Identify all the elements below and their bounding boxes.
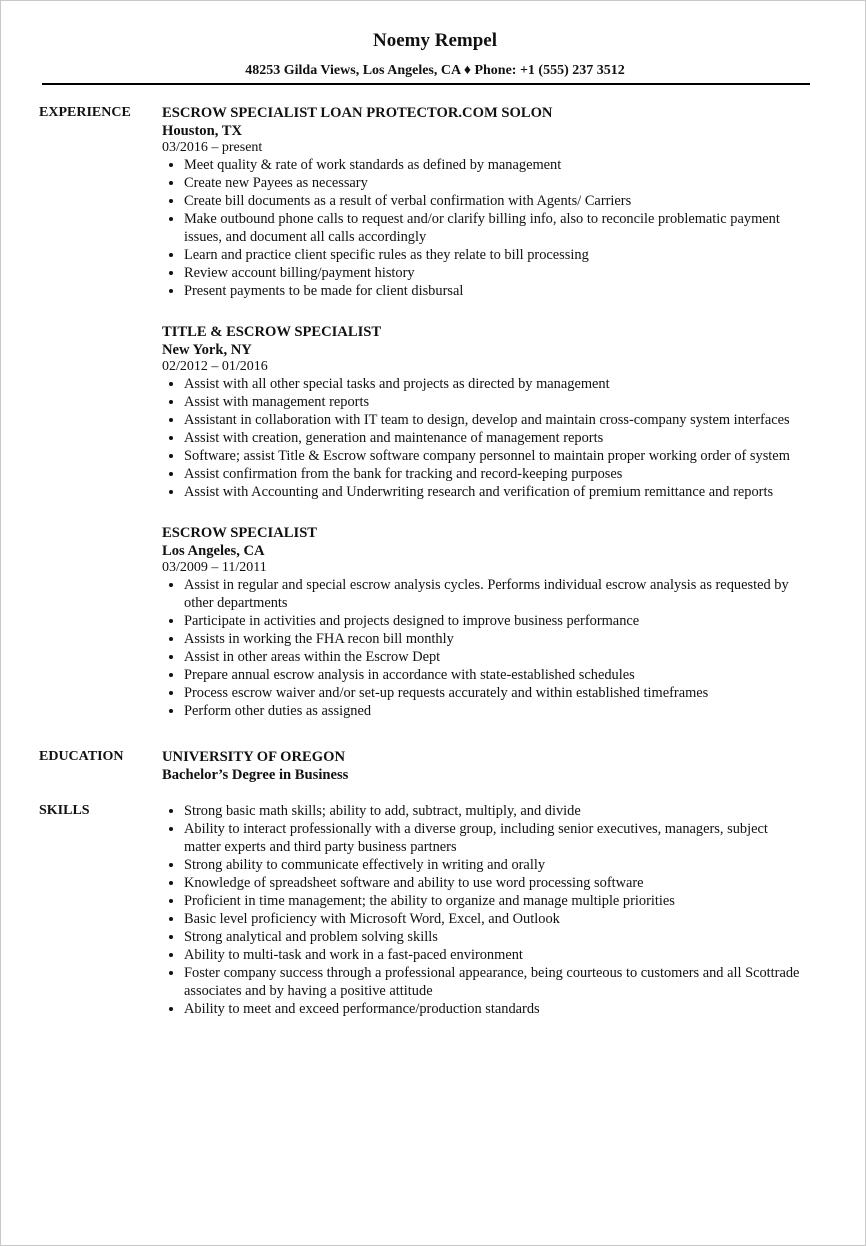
- job-duties: [162, 375, 807, 501]
- job-dates: 03/2016 – present: [162, 140, 263, 155]
- list-item: • Foster company success through a professional appearance, being courteous to customers and all Scottrade associates and by having a positive attitude: [184, 964, 807, 1000]
- job-location: New York, NY: [162, 342, 252, 358]
- section-label-skills: SKILLS: [39, 803, 90, 818]
- education-section: [39, 748, 807, 784]
- skills-list: [162, 802, 807, 1018]
- job-entry: [162, 323, 807, 501]
- job-title: TITLE & ESCROW SPECIALIST: [162, 324, 382, 340]
- section-label-education: EDUCATION: [39, 749, 124, 764]
- list-item: • Learn and practice client specific rules as they relate to bill processing: [184, 246, 807, 264]
- list-item: • Proficient in time management; the ability to organize and manage multiple priorities: [184, 892, 807, 910]
- list-item: • Strong analytical and problem solving skills: [184, 928, 807, 946]
- list-item: • Assist with creation, generation and maintenance of management reports: [184, 429, 807, 447]
- list-item: • Ability to interact professionally with a diverse group, including senior executives, managers, subject matter experts and third party business partners: [184, 820, 807, 856]
- job-entry: [162, 104, 807, 300]
- list-item: • Make outbound phone calls to request and/or clarify billing info, also to reconcile problematic payment issues, and document all calls accordingly: [184, 210, 807, 246]
- job-duties: [162, 576, 807, 720]
- list-item: • Software; assist Title & Escrow software company personnel to maintain proper working order of system: [184, 447, 807, 465]
- list-item: • Meet quality & rate of work standards as defined by management: [184, 156, 807, 174]
- experience-list: [162, 104, 807, 720]
- skills-section: [39, 802, 807, 1018]
- list-item: • Create new Payees as necessary: [184, 174, 807, 192]
- list-item: • Assist confirmation from the bank for tracking and record-keeping purposes: [184, 465, 807, 483]
- job-dates: 03/2009 – 11/2011: [162, 560, 267, 575]
- job-title: ESCROW SPECIALIST: [162, 525, 318, 541]
- list-item: • Assists in working the FHA recon bill monthly: [184, 630, 807, 648]
- list-item: • Assistant in collaboration with IT team to design, develop and maintain cross-company system interfaces: [184, 411, 807, 429]
- list-item: • Assist with management reports: [184, 393, 807, 411]
- school-name: UNIVERSITY OF OREGON: [162, 749, 345, 765]
- list-item: • Prepare annual escrow analysis in accordance with state-established schedules: [184, 666, 807, 684]
- job-dates: 02/2012 – 01/2016: [162, 359, 268, 374]
- list-item: • Assist with all other special tasks and projects as directed by management: [184, 375, 807, 393]
- job-title: ESCROW SPECIALIST LOAN PROTECTOR.COM SOLON: [162, 105, 553, 121]
- experience-section: [39, 104, 807, 720]
- list-item: • Ability to multi-task and work in a fast-paced environment: [184, 946, 807, 964]
- list-item: • Assist in regular and special escrow analysis cycles. Performs individual escrow analysis as requested by other departments: [184, 576, 807, 612]
- job-duties: [162, 156, 807, 300]
- job-location: Houston, TX: [162, 123, 243, 139]
- contact-line: 48253 Gilda Views, Los Angeles, CA ♦ Phone: +1 (555) 237 3512: [245, 63, 625, 78]
- degree: Bachelor’s Degree in Business: [162, 767, 349, 783]
- list-item: • Ability to meet and exceed performance/production standards: [184, 1000, 807, 1018]
- list-item: • Perform other duties as assigned: [184, 702, 807, 720]
- list-item: • Create bill documents as a result of verbal confirmation with Agents/ Carriers: [184, 192, 807, 210]
- list-item: • Assist with Accounting and Underwriting research and verification of premium remittance and reports: [184, 483, 807, 501]
- list-item: • Strong basic math skills; ability to add, subtract, multiply, and divide: [184, 802, 807, 820]
- list-item: • Basic level proficiency with Microsoft Word, Excel, and Outlook: [184, 910, 807, 928]
- list-item: • Process escrow waiver and/or set-up requests accurately and within established timeframes: [184, 684, 807, 702]
- candidate-name: Noemy Rempel: [373, 30, 497, 51]
- job-location: Los Angeles, CA: [162, 543, 265, 559]
- header-rule: [42, 83, 810, 85]
- job-entry: [162, 524, 807, 720]
- list-item: • Review account billing/payment history: [184, 264, 807, 282]
- list-item: • Participate in activities and projects designed to improve business performance: [184, 612, 807, 630]
- section-label-experience: EXPERIENCE: [39, 105, 131, 120]
- list-item: • Strong ability to communicate effectively in writing and orally: [184, 856, 807, 874]
- list-item: • Knowledge of spreadsheet software and ability to use word processing software: [184, 874, 807, 892]
- list-item: • Assist in other areas within the Escrow Dept: [184, 648, 807, 666]
- list-item: • Present payments to be made for client disbursal: [184, 282, 807, 300]
